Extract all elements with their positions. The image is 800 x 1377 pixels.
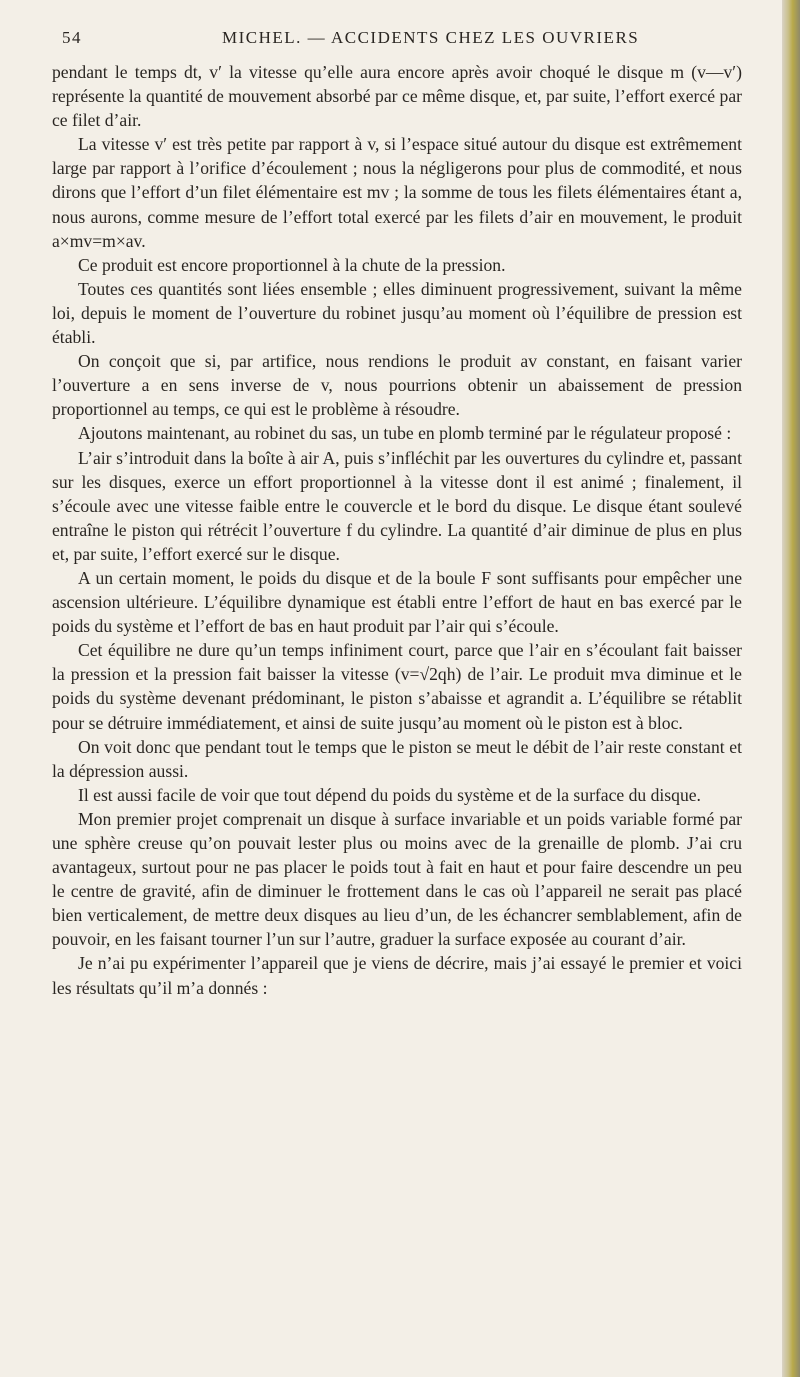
running-title: MICHEL. — ACCIDENTS CHEZ LES OUVRIERS <box>222 28 640 47</box>
paragraph-2: La vitesse v′ est très petite par rapport à v, si l’espace situé autour du disque est extrêmement large par rapport à l’orifice d’écoulement ; nous la négligerons pour plus de commodité, et nous dirons que l’effort d’un filet élémentaire est mv ; la somme de tous les filets élémentaires étant a, nous aurons, comme mesure de l’effort total exercé par les filets d’air en mouvement, le produit a×mv=m×av. <box>52 134 742 251</box>
body-text <box>52 60 742 1000</box>
paragraph-6: Ajoutons maintenant, au robinet du sas, un tube en plomb terminé par le régulateur proposé : <box>78 423 732 444</box>
paragraph-11: Il est aussi facile de voir que tout dépend du poids du système et de la surface du disque. <box>78 784 701 805</box>
paragraph-1: pendant le temps dt, v′ la vitesse qu’elle aura encore après avoir choqué le disque m (v—v′) représente la quantité de mouvement absorbé par ce même disque, et, par suite, l’effort exercé par ce filet d’air. <box>52 62 742 131</box>
page-edge <box>782 0 800 1377</box>
paragraph-3: Ce produit est encore proportionnel à la chute de la pression. <box>78 254 506 275</box>
paragraph-8: A un certain moment, le poids du disque et de la boule F sont suffisants pour empêcher une ascension ultérieure. L’équilibre dynamique est établi entre l’effort de haut en bas exercé par le poids du système et l’effort de bas en haut produit par l’air qui s’écoule. <box>52 567 742 637</box>
paragraph-10: On voit donc que pendant tout le temps que le piston se meut le débit de l’air reste constant et la dépression aussi. <box>52 736 742 781</box>
page-number: 54 <box>62 28 82 47</box>
paragraph-13: Je n’ai pu expérimenter l’appareil que je viens de décrire, mais j’ai essayé le premier et voici les résultats qu’il m’a donnés : <box>52 953 742 998</box>
paragraph-7: L’air s’introduit dans la boîte à air A, puis s’infléchit par les ouvertures du cylindre et, passant sur les disques, exerce un effort proportionnel à la vitesse dont il est animé ; finalement, il s’écoule avec une vitesse faible entre le couvercle et le bord du disque. Le disque étant soulevé entraîne le piston qui rétrécit l’ouverture f du cylindre. La quantité d’air diminue de plus en plus et, par suite, l’effort exercé sur le disque. <box>52 447 742 564</box>
paragraph-5: On conçoit que si, par artifice, nous rendions le produit av constant, en faisant varier l’ouverture a en sens inverse de v, nous pourrions obtenir un abaissement de pression proportionnel au temps, ce qui est le problème à résoudre. <box>52 351 742 420</box>
paragraph-12: Mon premier projet comprenait un disque à surface invariable et un poids variable formé par une sphère creuse qu’on pouvait lester plus ou moins avec de la grenaille de plomb. J’ai cru avantageux, surtout pour ne pas placer le poids tout à fait en haut et pour faire descendre un peu le centre de gravité, afin de diminuer le frottement dans le cas où l’appareil ne serait pas placé bien verticalement, de mettre deux disques au lieu d’un, de les échancrer semblablement, afin de pouvoir, en les faisant tourner l’un sur l’autre, graduer la surface exposée au courant d’air. <box>52 808 742 950</box>
paragraph-4: Toutes ces quantités sont liées ensemble ; elles diminuent progressivement, suivant la même loi, depuis le moment de l’ouverture du robinet jusqu’au moment où l’équilibre de pression est établi. <box>52 278 742 348</box>
paragraph-9: Cet équilibre ne dure qu’un temps infiniment court, parce que l’air en s’écoulant fait baisser la pression et la pression fait baisser la vitesse (v=√2qh) de l’air. Le produit mva diminue et le poids du système devenant prédominant, le piston s’abaisse et agrandit a. L’équilibre se rétablit pour se détruire immédiatement, et ainsi de suite jusqu’au moment où le piston est à bloc. <box>52 640 742 733</box>
running-head <box>62 28 742 48</box>
